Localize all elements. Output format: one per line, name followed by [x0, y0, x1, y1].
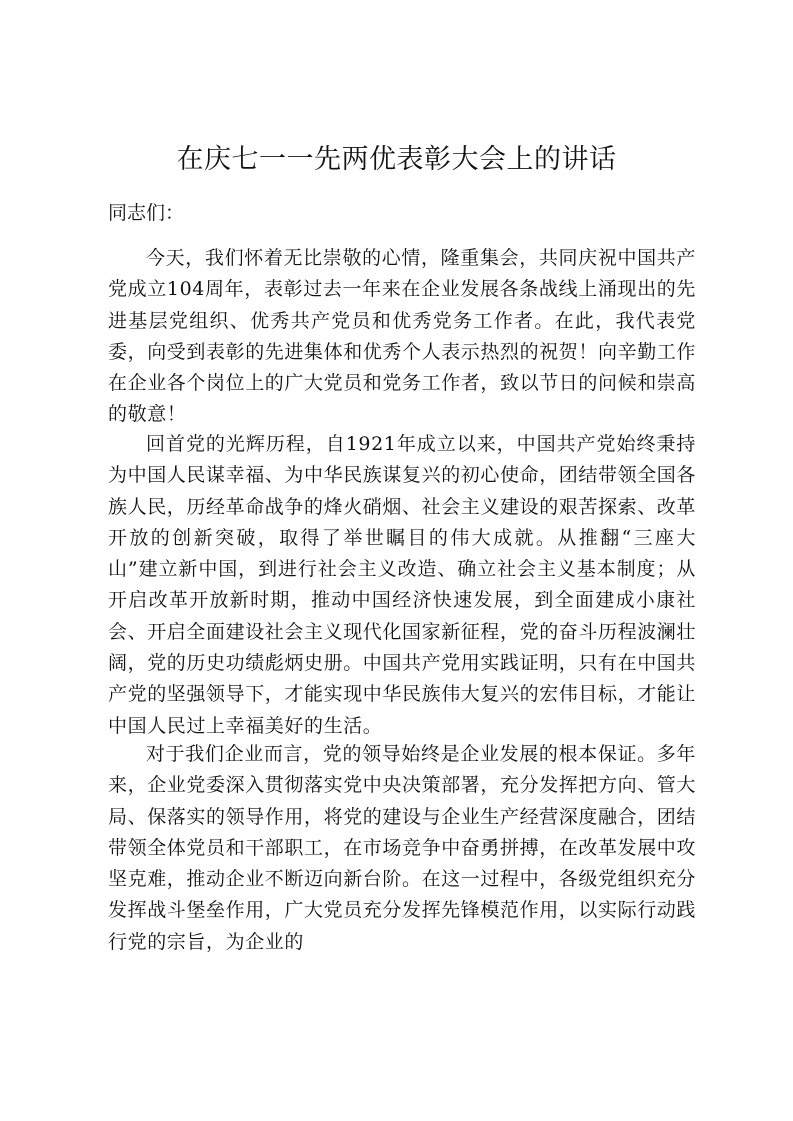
paragraph-3: 对于我们企业而言，党的领导始终是企业发展的根本保证。多年来，企业党委深入贯彻落实党中央决策部署，充分发挥把方向、管大局、保落实的领导作用，将党的建设与企业生产经营深度融合，团结带领全体党员和干部职工，在市场竞争中奋勇拼搏，在改革发展中攻坚克难，推动企业不断迈向新台阶。在这一过程中，各级党组织充分发挥战斗堡垒作用，广大党员充分发挥先锋模范作用，以实际行动践行党的宗旨，为企业的: [108, 743, 697, 953]
document-title: 在庆七一一先两优表彰大会上的讲话: [176, 144, 617, 175]
paragraph-2: 回首党的光辉历程，自1921年成立以来，中国共产党始终秉持为中国人民谋幸福、为中华民族谋复兴的初心使命，团结带领全国各族人民，历经革命战争的烽火硝烟、社会主义建设的艰苦探索、改革开放的创新突破，取得了举世瞩目的伟大成就。从推翻“三座大山”建立新中国，到进行社会主义改造、确立社会主义基本制度；从开启改革开放新时期，推动中国经济快速发展，到全面建成小康社会、开启全面建设社会主义现代化国家新征程，党的奋斗历程波澜壮阔，党的历史功绩彪炳史册。中国共产党用实践证明，只有在中国共产党的坚强领导下，才能实现中华民族伟大复兴的宏伟目标，才能让中国人民过上幸福美好的生活。: [108, 433, 697, 737]
salutation: 同志们：: [108, 202, 185, 224]
paragraph-1: 今天，我们怀着无比崇敬的心情，隆重集会，共同庆祝中国共产党成立104周年，表彰过去一年来在企业发展各条战线上涌现出的先进基层党组织、优秀共产党员和优秀党务工作者。在此，我代表党委，向受到表彰的先进集体和优秀个人表示热烈的祝贺！向辛勤工作在企业各个岗位上的广大党员和党务工作者，致以节日的问候和崇高的敬意！: [108, 247, 697, 426]
